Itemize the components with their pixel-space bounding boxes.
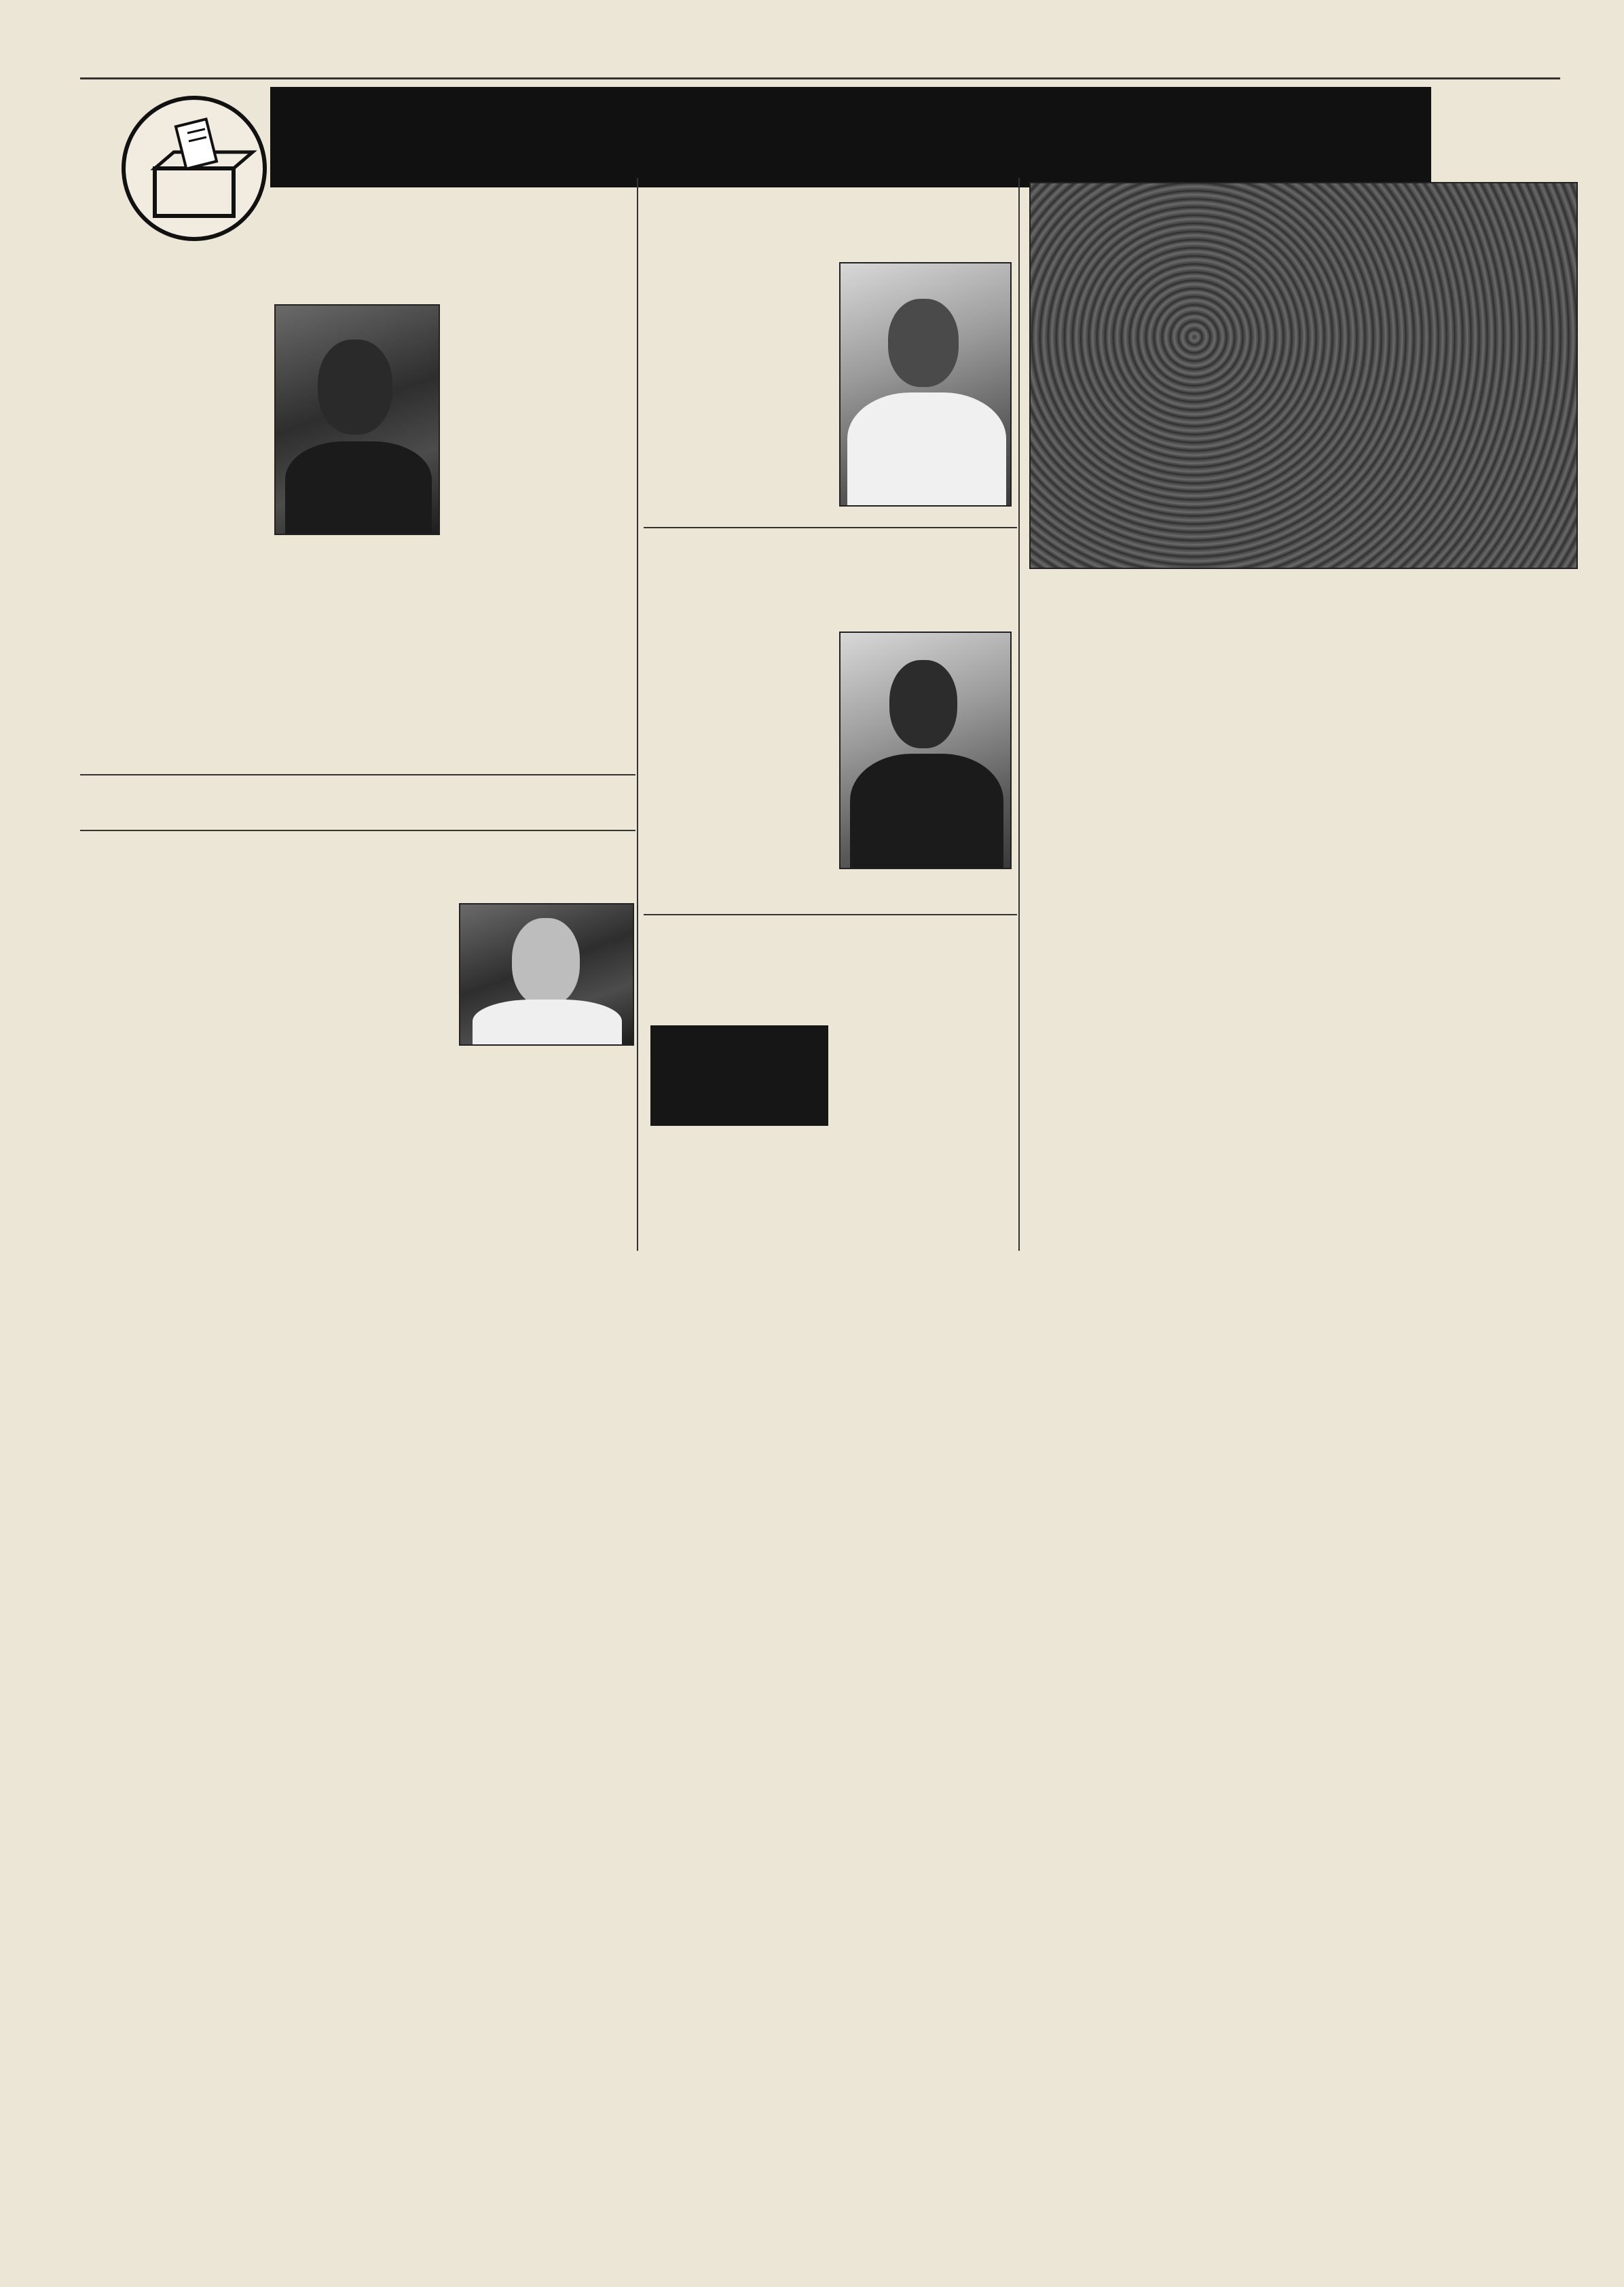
papastefanakis-photo <box>839 632 1012 869</box>
issue-date <box>80 53 487 80</box>
galenianos-col-1 <box>80 253 255 765</box>
galenianos-kicker <box>278 178 625 205</box>
galenianos-headline-1 <box>278 205 625 255</box>
astoria-col-1 <box>1032 709 1210 1252</box>
darivianakis-body-2 <box>652 402 1012 535</box>
banner-bar <box>270 87 1431 187</box>
darivianakis-headline <box>645 178 1012 240</box>
papachatzakis-col-1 <box>80 964 255 1249</box>
papachatzakis-headline-1 <box>80 837 635 904</box>
papachatzakis-col-2 <box>266 964 444 1249</box>
sarris-villages-intro <box>652 997 835 1024</box>
galenianos-col-3 <box>456 304 626 767</box>
papastefanakis-headline <box>645 536 1012 618</box>
papachatzakis-photo <box>459 903 634 1046</box>
galenianos-photo <box>274 304 440 535</box>
page-number <box>1528 52 1568 86</box>
papachatzakis-label <box>80 782 635 833</box>
bantouvas-inset <box>650 1025 828 1126</box>
galenianos-col-2 <box>274 543 444 767</box>
galenianos-headline-2 <box>278 253 625 302</box>
papastefanakis-caption <box>839 877 1012 915</box>
sarris-villages-col-1 <box>652 1131 831 1254</box>
sarris-villages-col-2 <box>839 997 1013 1252</box>
astoria-crowd-photo <box>1029 182 1578 569</box>
papastefanakis-col-1 <box>652 626 830 911</box>
ballot-box-icon <box>119 94 269 243</box>
papachatzakis-headline-2 <box>80 902 460 969</box>
papachatzakis-col-3 <box>456 1050 634 1251</box>
sarris-villages-headline <box>645 919 1012 1001</box>
